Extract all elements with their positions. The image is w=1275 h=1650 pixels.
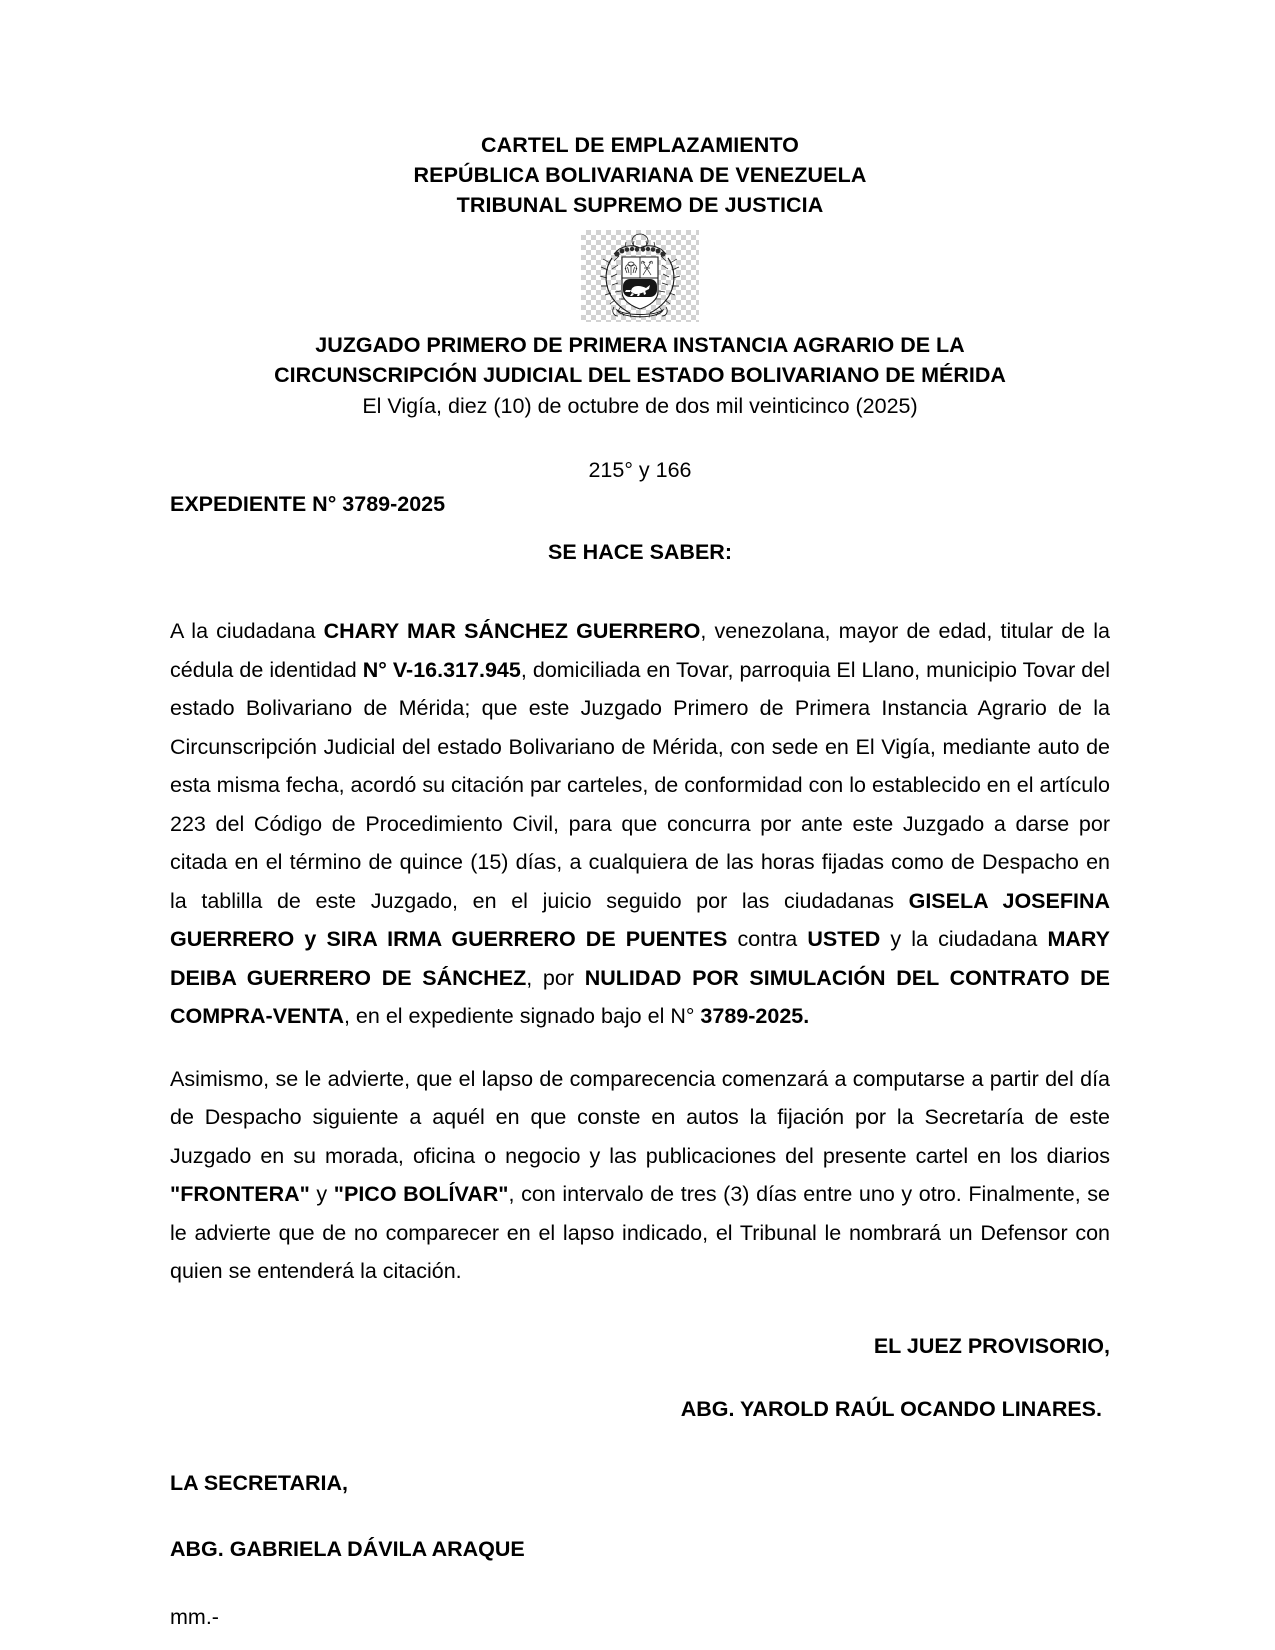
p2-text-2: y: [309, 1182, 334, 1206]
newspaper-frontera: "FRONTERA": [170, 1182, 310, 1206]
addressee-usted: USTED: [807, 927, 881, 951]
place-and-date: El Vigía, diez (10) de octubre de dos mil veinticinco (2025): [362, 394, 918, 418]
header-title-tribunal: TRIBUNAL SUPREMO DE JUSTICIA: [456, 193, 824, 217]
document-header: [170, 130, 1110, 220]
secretary-name: ABG. GABRIELA DÁVILA ARAQUE: [170, 1536, 525, 1561]
cause-of-action: NULIDAD POR SIMULACIÓN DEL CONTRATO DE COMPRA-VENTA: [170, 965, 1110, 1028]
defendant-name: CHARY MAR SÁNCHEZ GUERRERO: [323, 619, 701, 643]
p1-text-2: , venezolana, mayor de edad, titular de la cédula de identidad: [170, 619, 1110, 682]
plaintiff-names: GISELA JOSEFINA GUERRERO y SIRA IRMA GUERRERO DE PUENTES: [170, 888, 1111, 951]
independence-years: 215° y 166: [588, 458, 692, 482]
emblem-container: [170, 230, 1110, 322]
p1-text-4: contra: [727, 927, 808, 951]
typist-initials: mm.-: [170, 1604, 219, 1629]
newspaper-pico-bolivar: "PICO BOLÍVAR": [333, 1182, 509, 1206]
court-heading: [170, 330, 1110, 421]
secretary-role-label: LA SECRETARIA,: [170, 1470, 348, 1495]
paragraph-citation: [170, 612, 1110, 1036]
court-title-line1: JUZGADO PRIMERO DE PRIMERA INSTANCIA AGRARIO DE LA: [315, 333, 965, 357]
header-title-republic: REPÚBLICA BOLIVARIANA DE VENEZUELA: [413, 163, 867, 187]
p1-text-1: A la ciudadana: [170, 619, 324, 643]
p1-text-5: y la ciudadana: [880, 927, 1048, 951]
court-title-line2: CIRCUNSCRIPCIÓN JUDICIAL DEL ESTADO BOLIVARIANO DE MÉRIDA: [274, 363, 1006, 387]
identity-number: N° V-16.317.945: [362, 657, 521, 682]
paragraph-warning: [170, 1060, 1110, 1291]
notice-heading: SE HACE SABER:: [548, 540, 732, 564]
case-file-number: 3789-2025.: [700, 1004, 810, 1028]
coat-of-arms-icon: [581, 230, 699, 322]
p1-text-7: , en el expediente signado bajo el N°: [343, 1004, 701, 1028]
judge-role-label: EL JUEZ PROVISORIO,: [873, 1333, 1110, 1358]
p1-text-6: , por: [526, 965, 585, 990]
codefendant-name: MARY DEIBA GUERRERO DE SÁNCHEZ: [170, 927, 1111, 990]
case-file-label: EXPEDIENTE N° 3789-2025: [170, 492, 446, 516]
judge-name: ABG. YAROLD RAÚL OCANDO LINARES.: [680, 1396, 1102, 1421]
document-body: [170, 130, 1110, 1632]
p1-text-3: , domiciliada en Tovar, parroquia El Llano, municipio Tovar del estado Bolivariano de Mérida; que este Juzgado Primero de Primera Instancia Agrario de la Circunscripción Judicial del estado Bolivariano de Mérida, con sede en El Vigía, mediante auto de esta misma fecha, acordó su citación par carteles, de conformidad con lo establecido en el artículo 223 del Código de Procedimiento Civil, para que concurra por ante este Juzgado a darse por citada en el término de quince (15) días, a cualquiera de las horas fijadas como de Despacho en la tablilla de este Juzgado, en el juicio seguido por las ciudadanas: [170, 657, 1110, 913]
p2-text-1: Asimismo, se le advierte, que el lapso de comparecencia comenzará a computarse a partir del día de Despacho siguiente a aquél en que conste en autos la fijación por la Secretaría de este Juzgado en su morada, oficina o negocio y las publicaciones del presente cartel en los diarios: [170, 1066, 1110, 1168]
p2-text-3: , con intervalo de tres (3) días entre uno y otro. Finalmente, se le advierte que de no comparecer en el lapso indicado, el Tribunal le nombrará un Defensor con quien se entenderá la citación.: [170, 1182, 1111, 1283]
header-title-cartel: CARTEL DE EMPLAZAMIENTO: [480, 133, 800, 157]
